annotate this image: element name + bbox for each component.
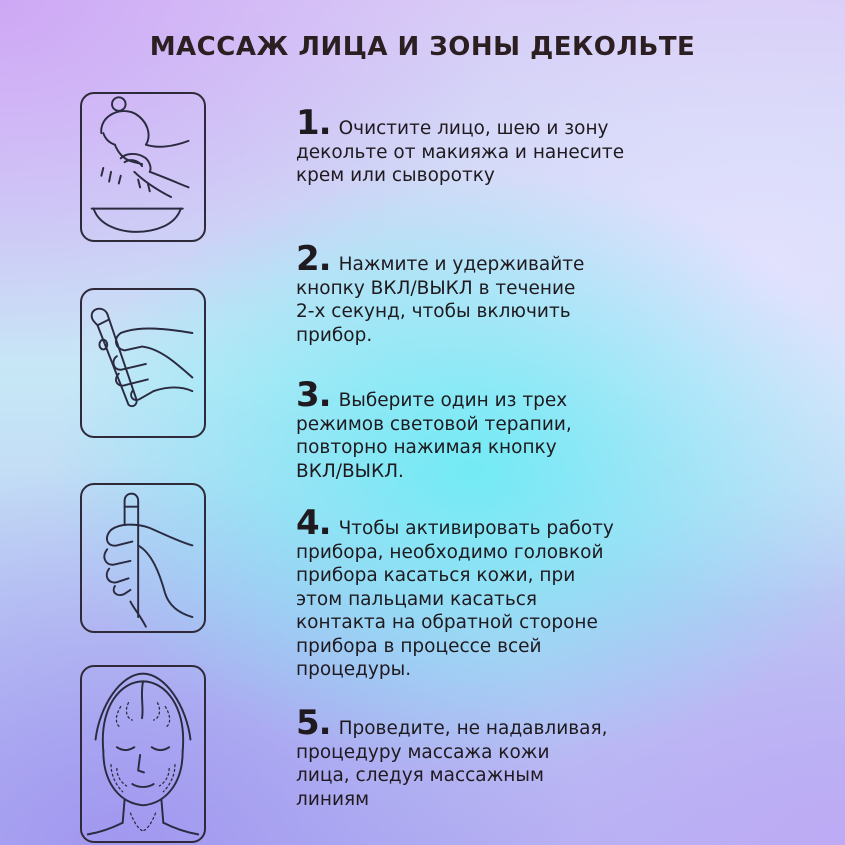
step-3-number: 3. <box>296 375 331 415</box>
step-4-line-7: процедуры. <box>296 659 412 680</box>
step-1-line-1: Очистите лицо, шею и зону <box>338 118 609 139</box>
step-1 <box>296 103 696 188</box>
step-4-line-1: Чтобы активировать работу <box>338 518 614 539</box>
step-4 <box>296 503 696 682</box>
step-5-number: 5. <box>296 703 331 743</box>
step-5-line-1: Проведите, не надавливая, <box>338 718 608 739</box>
step-5-line-2: процедуру массажа кожи <box>296 741 550 763</box>
step-2-line-3: 2-х секунд, чтобы включить <box>296 301 571 322</box>
step-2-line-4: прибор. <box>296 324 373 346</box>
step-1-line-2: декольте от макияжа и нанесите <box>296 141 625 163</box>
step-3 <box>296 375 696 483</box>
step-1-line-3: крем или сыворотку <box>296 165 495 186</box>
step-5-line-3: лица, следуя массажным <box>296 765 544 786</box>
hand-pressing-device-icon <box>80 288 206 438</box>
step-2-line-1: Нажмите и удерживайте <box>338 254 585 275</box>
step-4-line-3: прибора касаться кожи, при <box>296 565 576 586</box>
step-3-line-3: повторно нажимая кнопку <box>296 437 557 458</box>
step-4-line-4: этом пальцами касаться <box>296 588 538 610</box>
step-2-number: 2. <box>296 239 331 279</box>
face-washing-icon <box>80 92 206 242</box>
step-1-number: 1. <box>296 103 331 143</box>
step-5 <box>296 703 696 811</box>
page-title: МАССАЖ ЛИЦА И ЗОНЫ ДЕКОЛЬТЕ <box>149 32 696 62</box>
step-4-line-5: контакта на обратной стороне <box>296 612 598 633</box>
step-4-number: 4. <box>296 503 331 543</box>
step-3-line-4: ВКЛ/ВЫКЛ. <box>296 460 404 482</box>
hand-gripping-device-icon <box>80 483 206 633</box>
step-3-line-1: Выберите один из трех <box>338 390 568 411</box>
step-5-line-4: линиям <box>296 788 370 810</box>
step-4-line-6: прибора в процессе всей <box>296 635 542 657</box>
step-2-line-2: кнопку ВКЛ/ВЫКЛ в течение <box>296 277 576 299</box>
step-2 <box>296 239 696 347</box>
face-massage-lines-icon <box>80 665 206 843</box>
step-4-line-2: прибора, необходимо головкой <box>296 541 604 563</box>
step-3-line-2: режимов световой терапии, <box>296 413 572 435</box>
